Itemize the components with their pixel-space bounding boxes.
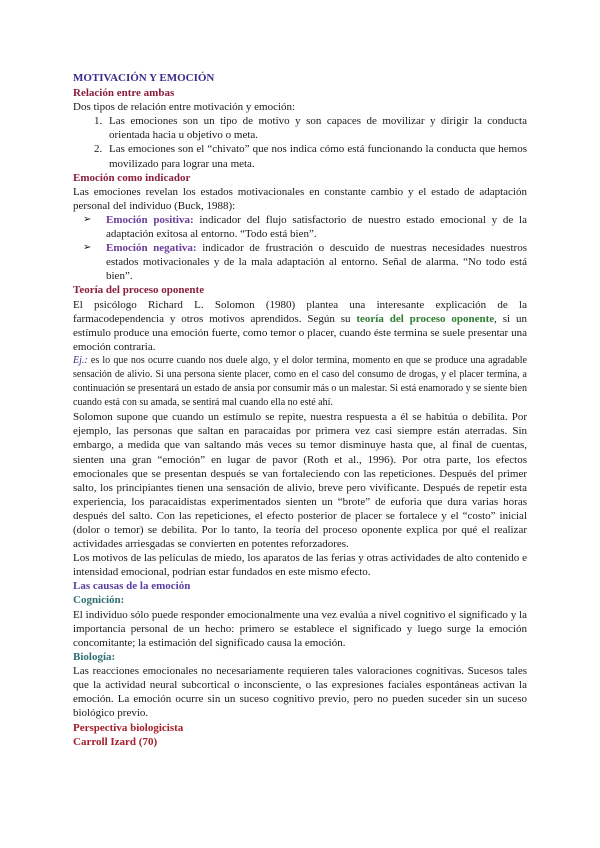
section-heading-proceso-oponente: Teoría del proceso oponente (73, 284, 205, 297)
paragraph-text: , si un estímulo produce una emoción fuerte, como temor o placer, cuando éste termina se suele presentar una emoción contraria. (73, 312, 527, 353)
motivos-paragraph: Los motivos de las películas de miedo, los aparatos de las ferias y otras actividades de alto contenido e intensidad emocional, podrían estar fundados en este mismo efecto. (73, 552, 527, 579)
paragraph-text: El psicólogo Richard L. Solomon (1980) plantea una interesante explicación de la farmacodependencia y otros motivos aprendidos. Según su (73, 298, 527, 325)
relacion-list (73, 114, 527, 170)
document-page (73, 71, 527, 750)
emocion-positiva-label: Emoción positiva: (106, 213, 194, 226)
section-heading-causas: Las causas de la emoción (73, 580, 191, 593)
indicador-intro: Las emociones revelan los estados motivacionales en constante cambio y el estado de adaptación personal del individuo (Buck, 1988): (73, 185, 527, 212)
indicador-list (73, 213, 527, 283)
proceso-oponente-paragraph (73, 298, 527, 354)
section-heading-indicador: Emoción como indicador (73, 171, 191, 184)
list-item (73, 213, 527, 241)
document-title: MOTIVACIÓN Y EMOCIÓN (73, 72, 215, 84)
list-item: 2. Las emociones son el “chivato” que nos indica cómo está funcionando la conducta que hemos movilizado para lograr una meta. (105, 142, 527, 170)
cognicion-heading: Cognición: (73, 594, 125, 607)
biologia-paragraph: Las reacciones emocionales no necesariamente requieren tales valoraciones cognitivas. Sucesos tales que la actividad neural subcortical o inconsciente, o las expresiones faciales espontáneas activan la emoción. La emoción ocurre sin un suceso cognitivo previo, pero no pueden suceder sin un suceso biológico previo. (73, 664, 527, 720)
arrow-bullet-icon: ➢ (83, 213, 92, 225)
section-heading-biologicista: Perspectiva biologicista (73, 722, 184, 735)
emocion-positiva-text: indicador del flujo satisfactorio de nuestro estado emocional y de la adaptación exitosa al entorno. “Todo está bien”. (106, 213, 527, 241)
relacion-intro: Dos tipos de relación entre motivación y emoción: (73, 101, 296, 114)
list-item (73, 241, 527, 283)
example-paragraph (73, 354, 527, 410)
arrow-bullet-icon: ➢ (83, 242, 92, 254)
emocion-negativa-label: Emoción negativa: (106, 242, 197, 255)
list-item: 1. Las emociones son un tipo de motivo y son capaces de movilizar y dirigir la conducta orientada hacia u objetivo o meta. (105, 114, 527, 142)
emocion-negativa-text: indicador de frustración o descuido de nuestras necesidades nuestros estados motivacionales y de la mala adaptación al entorno. Señal de alarma. “No todo está bien”. (106, 242, 527, 283)
example-label: Ej.: (73, 354, 88, 366)
izard-subheading: Carroll Izard (70) (73, 736, 158, 749)
cognicion-paragraph: El individuo sólo puede responder emocionalmente una vez evalúa a nivel cognitivo el significado y la importancia personal de un hecho: primero se establece el significado y luego surge la emoción concomitante; la estimación del significado causa la emoción. (73, 608, 527, 649)
solomon-paragraph: Solomon supone que cuando un estímulo se repite, nuestra respuesta a él se habitúa o debilita. Por ejemplo, las personas que saltan en paracaídas por primera vez casi siempre están aterradas. Sin embargo, a medida que van saltando más veces su temor disminuye hasta que, al final de cuentas, sienten una gran “emoción” en lugar de pavor (Roth et al., 1996). Por otra parte, los efectos emocionales que se presentan después se van fortaleciendo con las repeticiones. Después del primer salto, los principiantes tienen una sensación de alivio, breve pero vivificante. Después de repetir esta experiencia, los paracaidistas experimentados sienten un “brote” de euforia que dura varias horas después del salto. Con las repeticiones, el efecto posterior de placer se fortalece y el “costo” inicial (dolor o temor) se debilita. Por lo tanto, la teoría del proceso oponente explica por qué el realizar actividades arriesgadas se convierten en potentes reforzadores. (73, 411, 527, 551)
section-heading-relacion: Relación entre ambas (73, 87, 175, 100)
example-text: es lo que nos ocurre cuando nos duele algo, y el dolor termina, momento en que se produce una agradable sensación de alivio. Si una persona siente placer, como en el caso del consumo de drogas, y el placer termina, a continuación se presentará un estado de ansia por consumir más o un malestar. Si está enamorado y se siente bien cuando está con su amada, se sentirá mal cuando ella no esté ahí. (73, 354, 527, 409)
teoria-term: teoría del proceso oponente (356, 312, 495, 325)
biologia-heading: Biología: (73, 650, 116, 663)
